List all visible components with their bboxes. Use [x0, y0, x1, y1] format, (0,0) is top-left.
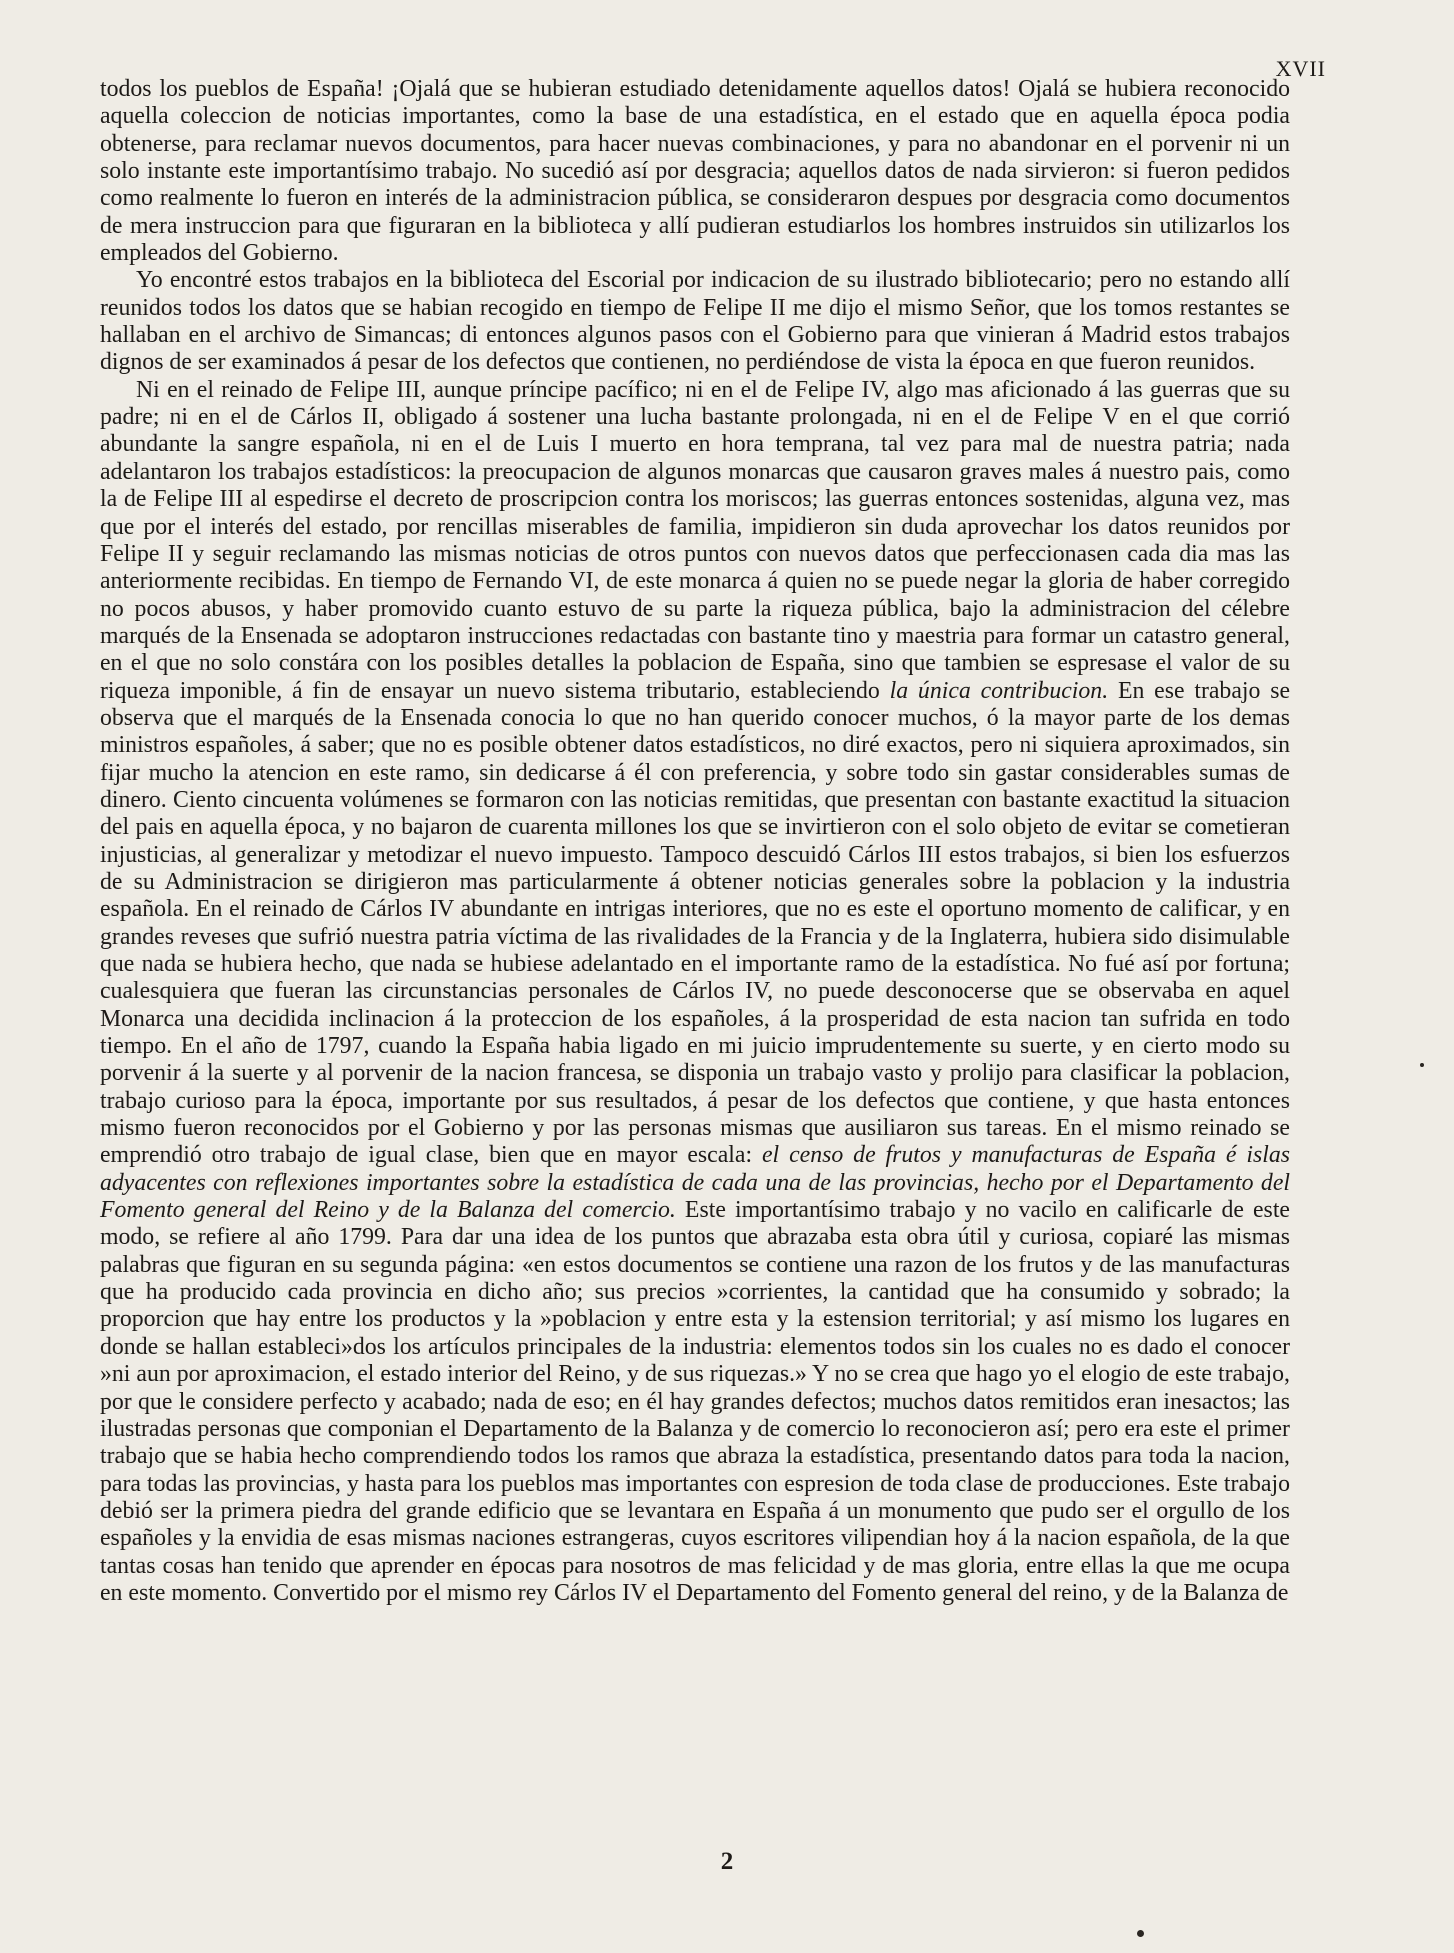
paragraph-3 — [100, 377, 1290, 1607]
paragraph-3-part-c: En ese trabajo se observa que el marqués de la Ensenada conocia lo que no han querido conocer muchos, ó la mayor parte de los demas ministros españoles, á saber; que no es posible obtener datos estadísticos, no diré exactos, pero ni siquiera aproximados, sin fijar mucho la atencion en este ramo, sin dedicarse á él con preferencia, y sobre todo sin gastar considerables sumas de dinero. Ciento cincuenta volúmenes se formaron con las noticias remitidas, que presentan con bastante exactitud la situacion del pais en aquella época, y no bajaron de cuarenta millones los que se invirtieron con el solo objeto de evitar se cometieran injusticias, al generalizar y metodizar el nuevo impuesto. Tampoco descuidó Cárlos III estos trabajos, si bien los esfuerzos de su Administracion se dirigieron mas particularmente á obtener noticias generales sobre la poblacion y la industria española. En el reinado de Cárlos IV abundante en intrigas interiores, que no es este el oportuno momento de calificar, y en grandes reveses que sufrió nuestra patria víctima de las rivalidades de la Francia y de la Inglaterra, hubiera sido disimulable que nada se hubiera hecho, que nada se hubiese adelantado en el importante ramo de la estadística. No fué así por fortuna; cualesquiera que fueran las circunstancias personales de Cárlos IV, no puede desconocerse que se observaba en aquel Monarca una decidida inclinacion á la proteccion de los españoles, á la prosperidad de esta nacion tan sufrida en todo tiempo. En el año de 1797, cuando la España habia ligado en mi juicio imprudentemente su suerte, y en cierto modo su porvenir á la suerte y al porvenir de la nacion francesa, se disponia un trabajo vasto y prolijo para clasificar la poblacion, trabajo curioso para la época, importante por sus resultados, á pesar de los defectos que contiene, y que hasta entonces mismo fueron reconocidos por el Gobierno y por las personas mismas que ausiliaron sus tareas. En el mismo reinado se emprendió otro trabajo de igual clase, bien que en mayor escala: — [100, 677, 1291, 1169]
paragraph-3-part-a: Ni en el reinado de Felipe III, aunque príncipe pacífico; ni en el de Felipe IV, algo mas aficionado á las guerras que su padre; ni en el de Cárlos II, obligado á sostener una lucha bastante prolongada, ni en el de Felipe V en el que corrió abundante la sangre española, ni en el de Luis I muerto en hora temprana, tal vez para mal de nuestra patria; nada adelantaron los trabajos estadísticos: la preocupacion de algunos monarcas que causaron graves males á nuestro pais, como la de Felipe III al espedirse el decreto de proscripcion contra los moriscos; las guerras entonces sostenidas, alguna vez, mas que por el interés del estado, por rencillas miserables de familia, impidieron sin duda aprovechar los datos reunidos por Felipe II y seguir reclamando las mismas noticias de otros puntos con nuevos datos que perfeccionasen cada dia mas las anteriormente recibidas. En tiempo de Fernando VI, de este monarca á quien no se puede negar la gloria de haber corregido no pocos abusos, y haber promovido cuanto estuvo de su parte la riqueza pública, bajo la administracion del célebre marqués de la Ensenada se adoptaron instrucciones redactadas con bastante tino y maestria para formar un catastro general, en el que no solo constára con los posibles detalles la poblacion de España, sino que tambien se espresase el valor de su riqueza imponible, á fin de ensayar un nuevo sistema tributario, estableciendo — [100, 376, 1290, 704]
ink-speck — [1420, 1063, 1424, 1067]
ink-speck — [1137, 1930, 1144, 1937]
paragraph-2: Yo encontré estos trabajos en la biblioteca del Escorial por indicacion de su ilustrado bibliotecario; pero no estando allí reunidos todos los datos que se habian recogido en tiempo de Felipe II me dijo el mismo Señor, que los tomos restantes se hallaban en el archivo de Simancas; di entonces algunos pasos con el Gobierno para que vinieran á Madrid estos trabajos dignos de ser examinados á pesar de los defectos que contienen, no perdiéndose de vista la época en que fueron reunidos. — [100, 267, 1290, 376]
italic-phrase-unica-contribucion: la única contribucion. — [889, 677, 1109, 704]
body-text — [100, 76, 1290, 1607]
italic-title-censo: el censo de frutos y manufacturas de España é islas adyacentes con reflexiones importantes sobre la estadística de cada una de las provincias, hecho por el Departamento del Fomento general del Reino y de la Balanza del comercio. — [100, 1142, 1291, 1224]
page-number-footer: 2 — [720, 1848, 734, 1875]
paragraph-1: todos los pueblos de España! ¡Ojalá que se hubieran estudiado detenidamente aquellos datos! Ojalá se hubiera reconocido aquella coleccion de noticias importantes, como la base de una estadística, en el estado que en aquella época podia obtenerse, para reclamar nuevos documentos, para hacer nuevas combinaciones, y para no abandonar en el porvenir ni un solo instante este importantísimo trabajo. No sucedió así por desgracia; aquellos datos de nada sirvieron: si fueron pedidos como realmente lo fueron en interés de la administracion pública, se consideraron despues por desgracia como documentos de mera instruccion para que figuraran en la biblioteca y allí pudieran estudiarlos los hombres instruidos sin utilizarlos los empleados del Gobierno. — [100, 76, 1290, 267]
page-number-roman: XVII — [1275, 56, 1326, 81]
paragraph-3-part-e: Este importantísimo trabajo y no vacilo en calificarle de este modo, se refiere al año 1799. Para dar una idea de los puntos que abrazaba esta obra útil y curiosa, copiaré las mismas palabras que figuran en su segunda página: «en estos documentos se contiene una razon de los frutos y de las manufacturas que ha producido cada provincia en dicho año; sus precios »corrientes, la cantidad que ha consumido y sobrado; la proporcion que hay entre los productos y la »poblacion y entre esta y la estension territorial; y así mismo los lugares en donde se hallan estableci»dos los artículos principales de la industria: elementos todos sin los cuales no es dado el conocer »ni aun por aproximacion, el estado interior del Reino, y de sus riquezas.» Y no se crea que hago yo el elogio de este trabajo, por que le considere perfecto y acabado; nada de eso; en él hay grandes defectos; muchos datos remitidos eran inesactos; las ilustradas personas que componian el Departamento de la Balanza y de comercio lo reconocieron así; pero era este el primer trabajo que se habia hecho comprendiendo todos los ramos que abraza la estadística, presentando datos para toda la nacion, para todas las provincias, y hasta para los pueblos mas importantes con espresion de toda clase de producciones. Este trabajo debió ser la primera piedra del grande edificio que se levantara en España á un monumento que pudo ser el orgullo de los españoles y la envidia de esas mismas naciones estrangeras, cuyos escritores vilipendian hoy á la nacion española, de la que tantas cosas han tenido que aprender en épocas para nosotros de mas felicidad y de mas gloria, entre ellas la que me ocupa en este momento. Convertido por el mismo rey Cárlos IV el Departamento del Fomento general del reino, y de la Balanza de — [100, 1197, 1290, 1606]
